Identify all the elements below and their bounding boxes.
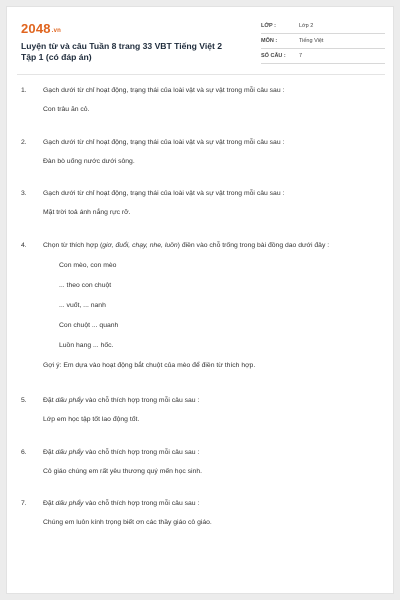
question-number: 1. bbox=[21, 87, 27, 94]
question-text: Gạch dưới từ chỉ hoạt động, trạng thái của loài vật và sự vật trong mỗi câu sau : bbox=[43, 87, 285, 94]
meta-row-subject bbox=[261, 34, 385, 49]
meta-value: Tiếng Việt bbox=[299, 38, 324, 44]
meta-label: SỐ CÂU : bbox=[261, 53, 286, 59]
worksheet-meta bbox=[261, 19, 385, 64]
worksheet-title: Luyện từ và câu Tuần 8 trang 33 VBT Tiếng Việt 2 Tập 1 (có đáp án) bbox=[21, 41, 223, 62]
worksheet-header bbox=[17, 17, 385, 69]
question-hint: Gợi ý: Em dựa vào hoạt động bắt chuột của mèo để điền từ thích hợp. bbox=[43, 362, 256, 369]
question-sentence: Mặt trời toả ánh nắng rực rỡ. bbox=[43, 209, 131, 216]
question-text: Gạch dưới từ chỉ hoạt động, trạng thái của loài vật và sự vật trong mỗi câu sau : bbox=[43, 139, 285, 146]
question-text: Gạch dưới từ chỉ hoạt động, trạng thái của loài vật và sự vật trong mỗi câu sau : bbox=[43, 190, 285, 197]
poem-line: Con mèo, con mèo bbox=[59, 262, 117, 269]
question-sentence: Chúng em luôn kính trọng biết ơn các thầy giáo cô giáo. bbox=[43, 519, 212, 526]
meta-value: 7 bbox=[299, 53, 303, 59]
question-number: 6. bbox=[21, 449, 27, 456]
poem-line: ... vuốt, ... nanh bbox=[59, 302, 106, 309]
question-number: 5. bbox=[21, 397, 27, 404]
question-sentence: Đàn bò uống nước dưới sông. bbox=[43, 158, 135, 165]
question-number: 2. bbox=[21, 139, 27, 146]
question-sentence: Lớp em học tập tốt lao động tốt. bbox=[43, 416, 140, 423]
meta-row-count bbox=[261, 49, 385, 64]
question-text: Chọn từ thích hợp (giơ, đuổi, chạy, nhe, luồn) điền vào chỗ trống trong bài đồng dao dưới đây : bbox=[43, 242, 330, 249]
question-text: Đặt dấu phẩy vào chỗ thích hợp trong mỗi câu sau : bbox=[43, 449, 200, 456]
worksheet-page bbox=[6, 6, 394, 594]
poem-line: Con chuột ... quanh bbox=[59, 322, 119, 329]
header-divider bbox=[17, 74, 385, 75]
meta-label: LỚP : bbox=[261, 23, 276, 29]
question-text: Đặt dấu phẩy vào chỗ thích hợp trong mỗi câu sau : bbox=[43, 397, 200, 404]
poem-line: Luồn hang ... hốc. bbox=[59, 342, 114, 349]
question-text: Đặt dấu phẩy vào chỗ thích hợp trong mỗi câu sau : bbox=[43, 500, 200, 507]
meta-value: Lớp 2 bbox=[299, 23, 314, 29]
poem-line: ... theo con chuột bbox=[59, 282, 112, 289]
meta-label: MÔN : bbox=[261, 38, 278, 44]
question-number: 7. bbox=[21, 500, 27, 507]
question-sentence: Con trâu ăn cỏ. bbox=[43, 106, 90, 113]
word-choices: giơ, đuổi, chạy, nhe, luồn bbox=[102, 242, 178, 249]
question-number: 3. bbox=[21, 190, 27, 197]
meta-row-class bbox=[261, 19, 385, 34]
site-logo[interactable]: 2048.vn bbox=[21, 21, 62, 36]
question-number: 4. bbox=[21, 242, 27, 249]
question-sentence: Cô giáo chúng em rất yêu thương quý mến học sinh. bbox=[43, 468, 203, 475]
